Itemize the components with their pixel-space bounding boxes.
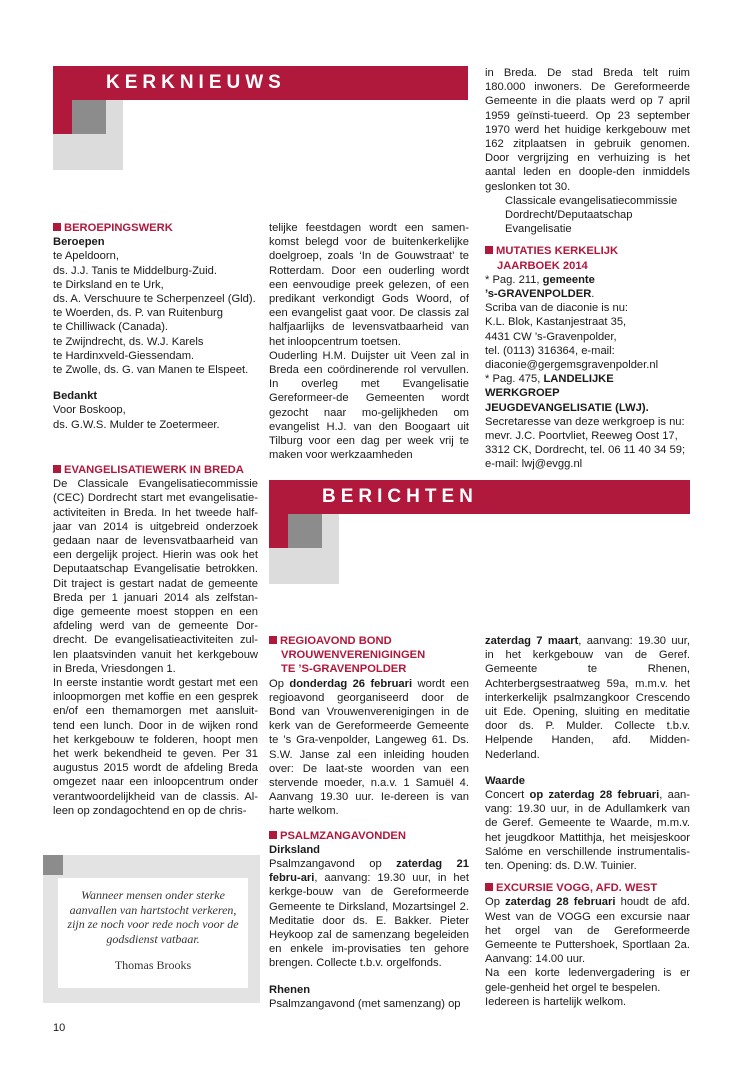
waarde-paragraph: Concert op zaterdag 28 februari, aan-vang: 19.30 uur, in de Adullamkerk van de Geref. Gemeente te Waarde, m.m.v. het jeugdkoor Mattithja, het meisjeskoor Salóme en verschillende instrumentalis-ten. Opening: ds. D.W. Tuinier. xyxy=(485,789,690,873)
banner-deco-grey xyxy=(288,514,322,548)
bedankt-line: Voor Boskoop, xyxy=(53,404,126,417)
evangelisatie-heading: EVANGELISATIEWERK IN BREDA xyxy=(53,463,258,477)
excursie-paragraph-2: Na een korte ledenvergadering is er gele-genheid het orgel te bespelen. xyxy=(485,967,690,994)
beroepen-line: te Woerden, ds. P. van Ruitenburg xyxy=(53,307,223,320)
mutaties-line: 4431 CW ’s-Gravenpolder, xyxy=(485,330,617,343)
heading-square-icon xyxy=(485,883,493,891)
excursie-paragraph-3: Iedereen is hartelijk welkom. xyxy=(485,995,627,1008)
regioavond-heading-line2: VROUWENVERENIGINGEN xyxy=(281,649,426,662)
quote-author: Thomas Brooks xyxy=(114,958,192,972)
banner-kerknieuws xyxy=(53,66,468,100)
rhenen-paragraph: zaterdag 7 maart, aanvang: 19.30 uur, in het kerkgebouw van de Geref. Gemeente te Rhenen, Achterbergsestraatweg 59a, m.m.v. het interkerkelijk psalmzangkoor Crescendo uit Ede. Opening, sluiting en meditatie door ds. P. Mulder. Collecte t.b.v. Helpende Handen, afd. Midden-Nederland. xyxy=(485,635,690,761)
banner-kerknieuws-left-strip xyxy=(53,100,72,134)
beroepen-line: te Zwolle, ds. G. van Manen te Elspeet. xyxy=(53,364,249,377)
mutaties-line: K.L. Blok, Kastanjestraat 35, xyxy=(485,316,627,329)
quote-deco xyxy=(43,855,63,875)
regioavond-heading: REGIOAVOND BOND xyxy=(269,634,469,648)
mutaties-line: Scriba van de diaconie is nu: xyxy=(485,302,629,315)
banner-kerknieuws-title: KERKNIEUWS xyxy=(106,72,286,93)
beroepen-line: ds. A. Verschuure te Scherpenzeel (Gld). xyxy=(53,293,256,306)
mutaties-line: tel. (0113) 316364, e-mail: xyxy=(485,344,615,357)
evangelisatie-paragraph-3: telijke feestdagen wordt een samen-komst belegd voor de buitenkerkelijke doelgroep, zoals ‘In de Gouwstraat’ te Rotterdam. Door een ouderling wordt een eenvoudige preek gelezen, of een predikant verkondigt Gods Woord, of een evangelist gaat voor. De classis zal halfjaarlijks de levensvatbaarheid van het inloopcentrum toetsen. xyxy=(269,222,469,348)
waarde-label: Waarde xyxy=(485,774,525,787)
beroepen-label: Beroepen xyxy=(53,236,105,249)
dirksland-label: Dirksland xyxy=(269,843,320,856)
mutaties-line: JEUGDEVANGELISATIE (LWJ). xyxy=(485,401,649,414)
mutaties-line: 3312 CK, Dordrecht, tel. 06 11 40 34 59; xyxy=(485,444,686,457)
evangelisatie-col1 xyxy=(53,463,258,818)
banner-berichten-left-strip xyxy=(269,514,288,548)
heading-square-icon xyxy=(53,223,61,231)
quote-text: Wanneer mensen onder sterke aanvallen van hartstocht verkeren, zijn ze noch voor rede noch voor de godsdienst vatbaar. xyxy=(67,888,239,946)
column-1 xyxy=(53,221,258,432)
evangelisatie-paragraph-5: in Breda. De stad Breda telt ruim 180.000 inwoners. De Gereformeerde Gemeente in die plaats werd op 7 april 1959 geïnsti-tueerd. Op 23 september 1970 werd het huidige kerkgebouw met 162 zitplaatsen in gebruik genomen. Door vergrijzing en verhuizing is het aantal leden en doople-den inmiddels geslonken tot 30. xyxy=(485,67,690,193)
mutaties-email[interactable]: e-mail: lwj@evgg.nl xyxy=(485,458,583,471)
heading-square-icon xyxy=(485,246,493,254)
rhenen-label: Rhenen xyxy=(269,983,311,996)
beroepingswerk-heading: BEROEPINGSWERK xyxy=(53,221,258,235)
column-2-bottom xyxy=(269,634,469,1011)
dirksland-paragraph: Psalmzangavond op zaterdag 21 febru-ari, aanvang: 19.30 uur, in het kerkge-bouw van de Gereformeerde Gemeente te Dirksland, Mozartsingel 2. Meditatie door ds. E. Bakker. Pieter Heykoop zal de samenzang begeleiden en enkele im-provisaties ten gehore brengen. Collecte t.b.v. orgelfonds. xyxy=(269,858,470,970)
mutaties-email[interactable]: diaconie@gergemsgravenpolder.nl xyxy=(485,359,659,372)
evangelisatie-sign-line: Evangelisatie xyxy=(505,223,572,236)
beroepen-line: te Chilliwack (Canada). xyxy=(53,321,169,334)
mutaties-line: * Pag. 211, gemeente xyxy=(485,273,595,286)
beroepen-line: te Zwijndrecht, ds. W.J. Karels xyxy=(53,335,204,348)
mutaties-heading-line2: JAARBOEK 2014 xyxy=(497,259,588,272)
psalmzang-heading: PSALMZANGAVONDEN xyxy=(269,829,469,843)
heading-square-icon xyxy=(53,465,61,473)
rhenen-intro: Psalmzangavond (met samenzang) op xyxy=(269,997,461,1010)
mutaties-line: Secretaresse van deze werkgroep is nu: xyxy=(485,415,685,428)
beroepen-line: te Apeldoorn, xyxy=(53,250,119,263)
mutaties-line: * Pag. 475, LANDELIJKE WERKGROEP xyxy=(485,373,614,400)
bedankt-line: ds. G.W.S. Mulder te Zoetermeer. xyxy=(53,418,220,431)
evangelisatie-col2 xyxy=(269,221,469,462)
quote-inner xyxy=(58,878,248,988)
excursie-paragraph-1: Op zaterdag 28 februari houdt de afd. West van de VOGG een excursie naar het orgel van de Gereformeerde Gemeente te Puttershoek, Sportlaan 2a. Aanvang: 14.00 uur. xyxy=(485,896,690,966)
page-number: 10 xyxy=(53,1022,66,1034)
mutaties-line: ’s-GRAVENPOLDER. xyxy=(485,288,595,301)
banner-berichten xyxy=(269,480,690,514)
excursie-heading: EXCURSIE VOGG, AFD. WEST xyxy=(485,881,690,895)
evangelisatie-sign-line: Dordrecht/Deputaatschap xyxy=(505,209,633,222)
beroepen-line: te Hardinxveld-Giessendam. xyxy=(53,349,195,362)
evangelisatie-paragraph-2: In eerste instantie wordt gestart met een inloopmorgen met koffie en een gesprek en/of een themamorgen met aansluit-tend een lunch. Door in de wijken rond het kerkgebouw te folderen, hoopt men het werk bekendheid te geven. Per 31 augustus 2015 wordt de afdeling Breda omgezet naar een inloopcentrum onder verantwoordelijkheid van de classis. Al-leen op zondagochtend en op de chris- xyxy=(53,677,258,817)
evangelisatie-paragraph-1: De Classicale Evangelisatiecommissie (CEC) Dordrecht start met evangelisatie-activiteiten in Breda. In het tweede half-jaar van 2014 is uitgebreid onderzoek gedaan naar de levensvatbaarheid van een dergelijk project. Hierin was ook het Deputaatschap Evangelisatie betrokken. Dit traject is gestart nadat de gemeente Breda per 1 januari 2014 als zelfstan-dige gemeente moest stoppen en een afdeling werd van de gemeente Dor-drecht. De evangelisatieactiviteiten zul-len plaatsvinden vanuit het kerkgebouw in Breda, Vriesdongen 1. xyxy=(53,478,258,675)
column-3-bottom xyxy=(485,634,690,1009)
bedankt-label: Bedankt xyxy=(53,390,98,403)
beroepen-line: te Dirksland en te Urk, xyxy=(53,278,164,291)
regioavond-heading-line3: TE ’S-GRAVENPOLDER xyxy=(281,663,407,676)
heading-square-icon xyxy=(269,636,277,644)
beroepen-line: ds. J.J. Tanis te Middelburg-Zuid. xyxy=(53,264,217,277)
mutaties-heading: MUTATIES KERKELIJK xyxy=(485,244,690,258)
banner-berichten-title: BERICHTEN xyxy=(322,486,478,507)
evangelisatie-sign-line: Classicale evangelisatiecommissie xyxy=(505,194,678,207)
mutaties-line: mevr. J.C. Poortvliet, Reeweg Oost 17, xyxy=(485,430,678,443)
column-3-top xyxy=(485,66,690,472)
banner-deco-grey xyxy=(72,100,106,134)
heading-square-icon xyxy=(269,831,277,839)
evangelisatie-paragraph-4: Ouderling H.M. Duijster uit Veen zal in Breda een coördinerende rol vervullen. In overleg met Evangelisatie Gereformeer-de Gemeenten wordt gezocht naar mo-gelijkheden om evangelist H.J. van den Boogaart uit Tilburg voor een dag per week vrij te maken voor werkzaamheden xyxy=(269,349,469,462)
regioavond-paragraph: Op donderdag 26 februari wordt een regioavond georganiseerd door de Bond van Vrouwenverenigingen in de kerk van de Gereformeerde Gemeente te ’s Gra-venpolder, Langeweg 61. Ds. S.W. Janse zal een inleiding houden over: De laat-ste woorden van een stervende moeder, n.a.v. 1 Samuël 4. Aanvang 19.30 uur. Ie-dereen is van harte welkom. xyxy=(269,677,469,818)
